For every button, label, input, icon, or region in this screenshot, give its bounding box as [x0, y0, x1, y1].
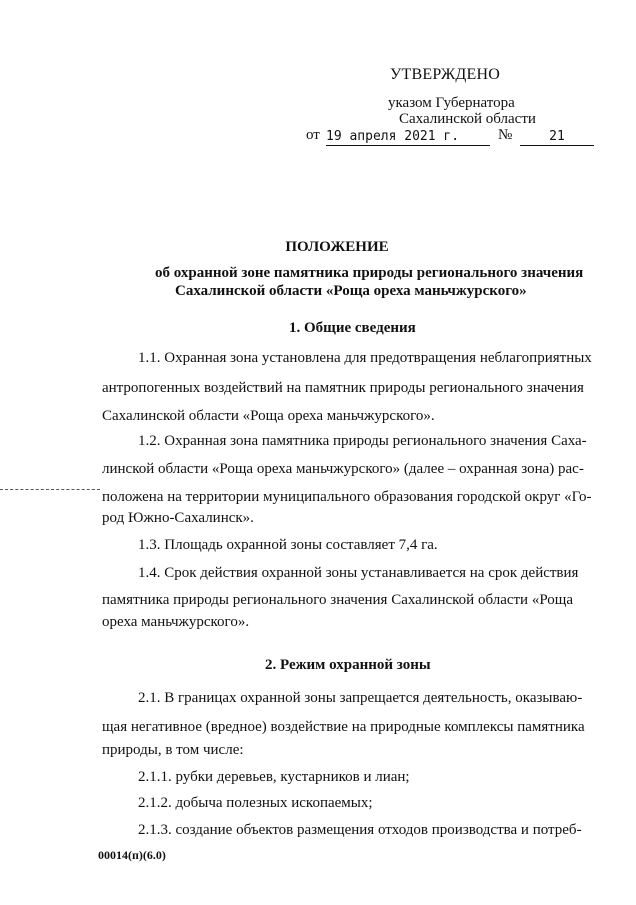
section1-heading: 1. Общие сведения — [289, 320, 416, 336]
scan-artifact-line — [0, 489, 100, 490]
paragraph-line: 2.1.2. добыча полезных ископаемых; — [138, 795, 373, 811]
paragraph-line: 2.1.1. рубки деревьев, кустарников и лиан; — [138, 769, 410, 785]
section2-heading: 2. Режим охранной зоны — [265, 657, 431, 673]
paragraph-line: род Южно-Сахалинск». — [102, 510, 254, 526]
paragraph-line: 2.1. В границах охранной зоны запрещается деятельность, оказываю- — [138, 690, 583, 706]
approval-number: 21 — [520, 129, 594, 146]
paragraph-line: щая негативное (вредное) воздействие на природные комплексы памятника — [102, 719, 585, 735]
paragraph-line: 2.1.3. создание объектов размещения отходов производства и потреб- — [138, 822, 582, 838]
paragraph-line: 1.3. Площадь охранной зоны составляет 7,4 га. — [138, 537, 438, 553]
paragraph-line: 1.2. Охранная зона памятника природы регионального значения Саха- — [138, 433, 587, 449]
approval-title: УТВЕРЖДЕНО — [390, 66, 501, 83]
paragraph-line: антропогенных воздействий на памятник природы регионального значения — [102, 380, 584, 396]
number-prefix: № — [498, 127, 513, 143]
approval-region-line: Сахалинской области — [399, 111, 536, 127]
paragraph-line: ореха маньчжурского». — [102, 614, 250, 630]
paragraph-line: 1.1. Охранная зона установлена для предотвращения неблагоприятных — [138, 350, 592, 366]
document-title: ПОЛОЖЕНИЕ — [285, 239, 389, 255]
date-prefix: от — [306, 127, 320, 143]
paragraph-line: 1.4. Срок действия охранной зоны устанавливается на срок действия — [138, 565, 579, 581]
document-subtitle-line2: Сахалинской области «Роща ореха маньчжурского» — [175, 283, 527, 299]
paragraph-line: линской области «Роща ореха маньчжурского» (далее – охранная зона) рас- — [102, 461, 584, 477]
document-subtitle-line1: об охранной зоне памятника природы регионального значения — [155, 265, 584, 281]
approval-date: 19 апреля 2021 г. — [326, 129, 490, 146]
paragraph-line: Сахалинской области «Роща ореха маньчжурского». — [102, 408, 435, 424]
form-code: 00014(п)(6.0) — [98, 848, 166, 862]
paragraph-line: природы, в том числе: — [102, 742, 244, 758]
approval-authority-line: указом Губернатора — [388, 95, 515, 111]
paragraph-line: памятника природы регионального значения Сахалинской области «Роща — [102, 592, 574, 608]
paragraph-line: положена на территории муниципального образования городской округ «Го- — [102, 489, 592, 505]
